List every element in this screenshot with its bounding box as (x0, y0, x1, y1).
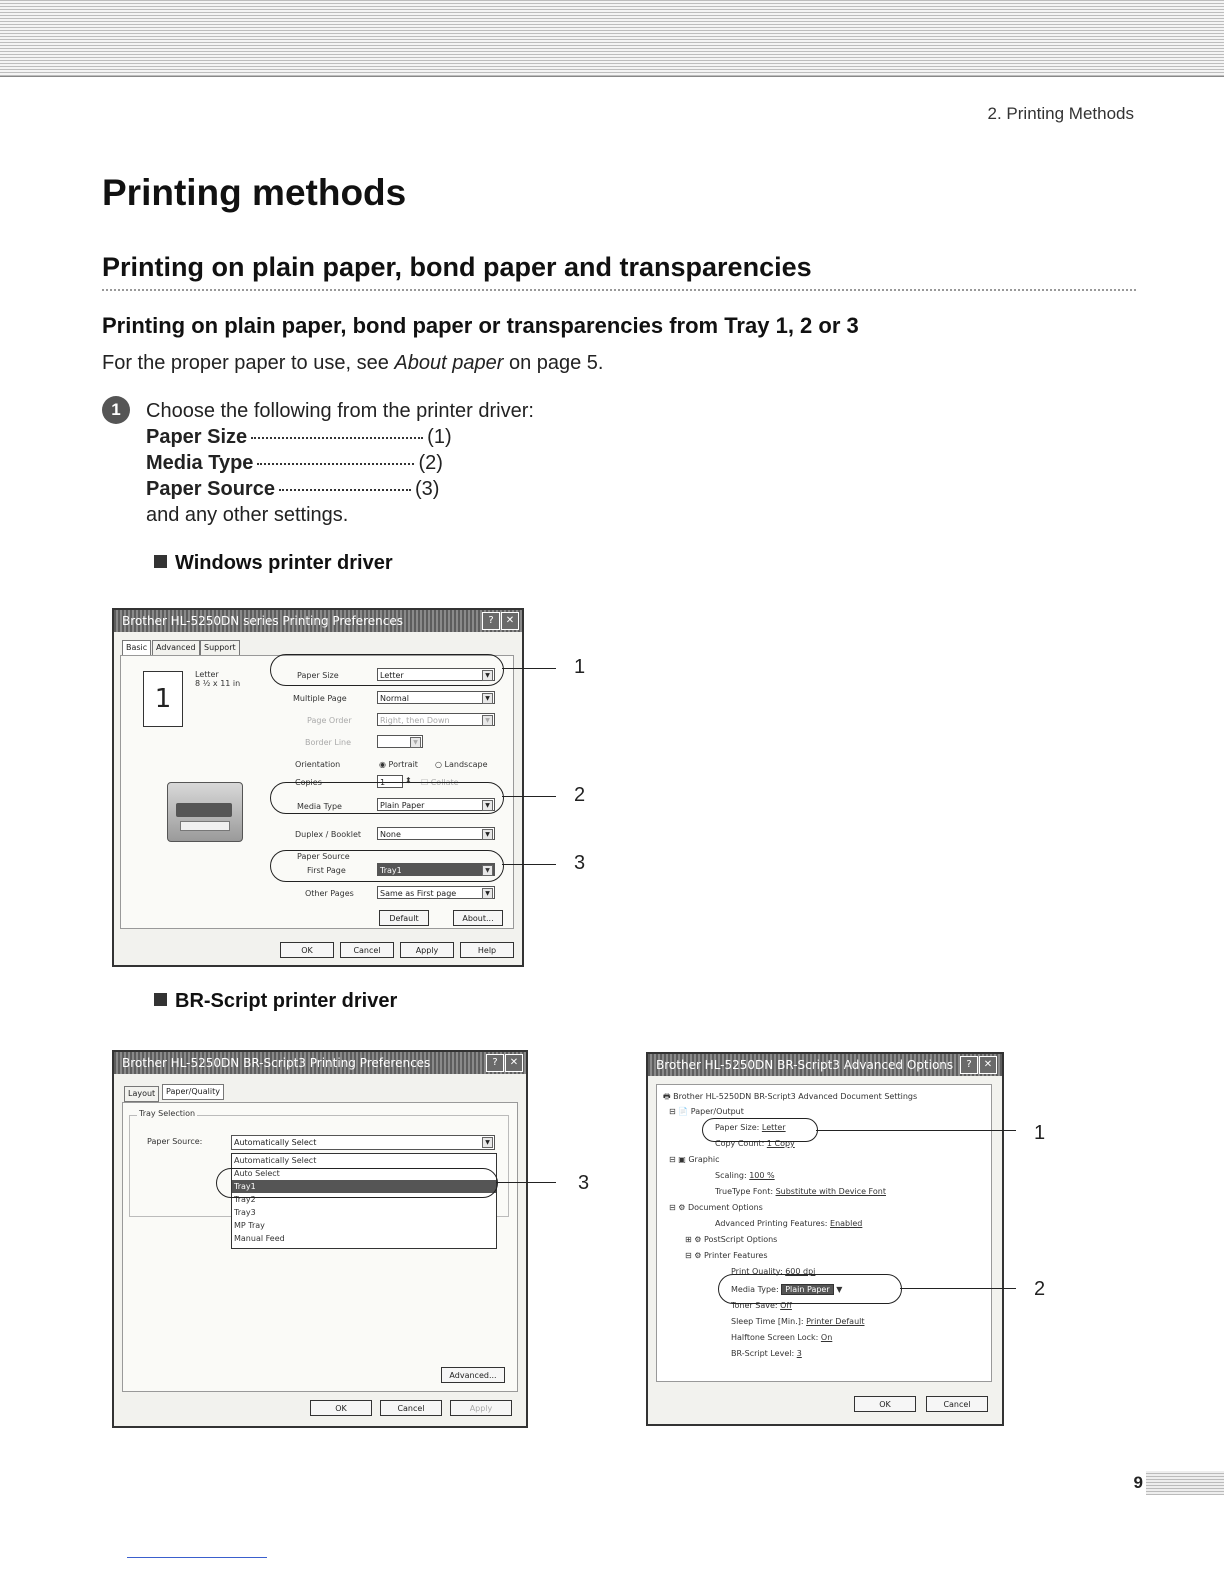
chevron-down-icon: ▼ (482, 888, 493, 899)
orientation-label: Orientation (295, 760, 341, 769)
paper-source-label: Paper Source (297, 852, 350, 861)
tree-media-type[interactable]: Media Type: Plain Paper ▼ (731, 1285, 843, 1294)
intro-after: on page 5. (503, 352, 604, 374)
paper-size-select[interactable]: Letter ▼ (377, 668, 495, 681)
tab-basic[interactable]: Basic (122, 640, 151, 656)
tree-toner-save[interactable]: Toner Save: Off (731, 1301, 792, 1310)
close-icon[interactable]: ✕ (979, 1056, 997, 1074)
intro-paragraph (102, 352, 603, 375)
callout-line (496, 1182, 556, 1183)
help-icon[interactable]: ? (960, 1056, 978, 1074)
page-number-band (1146, 1471, 1224, 1495)
callout-oval-media-type (718, 1274, 902, 1304)
dialog-titlebar: Brother HL-5250DN BR-Script3 Advanced Options (648, 1054, 1002, 1076)
copies-input[interactable]: 1 (377, 775, 403, 788)
tree-document-options[interactable]: ⊟ ⚙ Document Options (669, 1203, 763, 1212)
media-type-label: Media Type (297, 802, 342, 811)
callout-oval-paper-size (702, 1118, 818, 1142)
landscape-radio[interactable]: ○ Landscape (435, 760, 488, 769)
setting-name: Paper Size (146, 426, 248, 448)
tree-printer-features[interactable]: ⊟ ⚙ Printer Features (685, 1251, 768, 1260)
paper-quality-panel (122, 1102, 518, 1392)
border-line-select[interactable] (377, 735, 423, 748)
tab-layout[interactable]: Layout (124, 1086, 159, 1102)
brscript-driver-heading: BR-Script printer driver (154, 990, 397, 1013)
setting-ref: (3) (414, 478, 440, 500)
setting-name: Paper Source (146, 478, 275, 500)
section-divider (102, 289, 1136, 291)
setting-paper-size (146, 424, 534, 450)
default-button[interactable]: Default (379, 910, 429, 926)
step-number-icon: 1 (102, 396, 130, 424)
tab-advanced[interactable]: Advanced (152, 640, 200, 656)
tree-copy-count[interactable]: Copy Count: 1 Copy (715, 1139, 795, 1148)
callout-number: 2 (1034, 1278, 1046, 1300)
close-icon[interactable]: ✕ (505, 1054, 523, 1072)
about-paper-link[interactable]: About paper (394, 352, 504, 374)
chevron-down-icon: ▼ (836, 1285, 843, 1294)
help-icon[interactable]: ? (482, 612, 500, 630)
chevron-down-icon: ▼ (482, 715, 493, 726)
apply-button[interactable]: Apply (450, 1400, 512, 1416)
help-icon[interactable]: ? (486, 1054, 504, 1072)
ok-button[interactable]: OK (310, 1400, 372, 1416)
setting-media-type (146, 450, 534, 476)
portrait-radio[interactable]: ◉ Portrait (379, 760, 418, 769)
page-number: 9 (1133, 1473, 1143, 1492)
tree-advanced-printing[interactable]: Advanced Printing Features: Enabled (715, 1219, 863, 1228)
tree-sleep-time[interactable]: Sleep Time [Min.]: Printer Default (731, 1317, 865, 1326)
tree-halftone[interactable]: Halftone Screen Lock: On (731, 1333, 833, 1342)
footer-rule (127, 1557, 267, 1558)
group-title: Tray Selection (139, 1109, 196, 1118)
page-order-select[interactable]: Right, then Down ▼ (377, 713, 495, 726)
duplex-label: Duplex / Booklet (295, 830, 362, 839)
dropdown-option[interactable]: Automatically Select (234, 1156, 317, 1165)
setting-paper-source (146, 476, 534, 502)
callout-line (502, 796, 556, 797)
first-page-label: First Page (307, 866, 346, 875)
multiple-page-select[interactable]: Normal ▼ (377, 691, 495, 704)
setting-ref: (2) (418, 452, 443, 474)
cancel-button[interactable]: Cancel (926, 1396, 988, 1412)
callout-oval-paper-size (270, 654, 504, 686)
other-pages-label: Other Pages (305, 889, 354, 898)
tree-paper-output[interactable]: ⊟ 📄 Paper/Output (669, 1107, 744, 1116)
dropdown-option[interactable]: Auto Select (234, 1169, 280, 1178)
chevron-down-icon: ▼ (482, 1137, 493, 1148)
tree-postscript[interactable]: ⊞ ⚙ PostScript Options (685, 1235, 778, 1244)
tab-support[interactable]: Support (200, 640, 240, 656)
step-instruction: Choose the following from the printer driver: (146, 400, 534, 422)
chevron-down-icon: ▼ (482, 693, 493, 704)
dropdown-option[interactable]: Tray2 (234, 1195, 256, 1204)
step-closing: and any other settings. (146, 504, 349, 526)
step-text (146, 398, 534, 528)
callout-line (502, 864, 556, 865)
tree-brscript-level[interactable]: BR-Script Level: 3 (731, 1349, 802, 1358)
callout-number: 3 (578, 1172, 590, 1194)
page-order-label: Page Order (307, 716, 352, 725)
callout-line (816, 1130, 1016, 1131)
windows-driver-heading: Windows printer driver (154, 552, 393, 575)
setting-ref: (1) (427, 426, 452, 448)
callout-number: 3 (574, 852, 586, 874)
page-title: Printing methods (102, 172, 407, 213)
chevron-down-icon: ▼ (482, 670, 493, 681)
ok-button[interactable]: OK (280, 942, 334, 958)
other-pages-select[interactable]: Same as First page ▼ (377, 886, 495, 899)
border-line-label: Border Line (305, 738, 352, 747)
dropdown-option[interactable]: MP Tray (234, 1221, 265, 1230)
paper-source-select[interactable]: Automatically Select ▼ (231, 1135, 495, 1150)
cancel-button[interactable]: Cancel (380, 1400, 442, 1416)
copies-stepper[interactable]: ⬍ (405, 776, 412, 785)
callout-number: 2 (574, 784, 586, 806)
callout-line (502, 668, 556, 669)
tree-scaling[interactable]: Scaling: 100 % (715, 1171, 775, 1180)
dialog-titlebar: Brother HL-5250DN series Printing Preferences (114, 610, 522, 632)
help-button[interactable]: Help (460, 942, 514, 958)
callout-oval-tray1 (216, 1168, 498, 1198)
printer-image (167, 782, 243, 842)
callout-oval-media-type (270, 782, 504, 814)
intro-before: For the proper paper to use, see (102, 352, 395, 374)
tab-paper-quality[interactable]: Paper/Quality (162, 1084, 224, 1100)
paper-source-label: Paper Source: (147, 1137, 203, 1146)
dropdown-option[interactable]: Tray3 (234, 1208, 256, 1217)
dropdown-option-selected[interactable]: Tray1 (232, 1180, 496, 1193)
square-bullet-icon (154, 993, 167, 1006)
cancel-button[interactable]: Cancel (340, 942, 394, 958)
chevron-down-icon: ▼ (482, 800, 493, 811)
dropdown-option[interactable]: Manual Feed (234, 1234, 285, 1243)
subsection-heading: Printing on plain paper, bond paper or transparencies from Tray 1, 2 or 3 (102, 313, 859, 338)
multiple-page-label: Multiple Page (293, 694, 347, 703)
chapter-label: 2. Printing Methods (987, 104, 1134, 123)
apply-button[interactable]: Apply (400, 942, 454, 958)
advanced-options-dialog (646, 1052, 1004, 1426)
tree-print-quality[interactable]: Print Quality: 600 dpi (731, 1267, 816, 1276)
section-heading: Printing on plain paper, bond paper and transparencies (102, 252, 812, 282)
preview-paper: Letter (195, 670, 219, 679)
chevron-down-icon: ▼ (410, 737, 421, 748)
header-band (0, 0, 1224, 77)
collate-checkbox[interactable]: ☐ Collate (421, 778, 459, 787)
setting-name: Media Type (146, 452, 254, 474)
page-preview: 1 (143, 671, 183, 727)
preview-size: 8 ½ x 11 in (195, 679, 241, 688)
brscript-dialog (112, 1050, 528, 1428)
duplex-select[interactable]: None ▼ (377, 827, 495, 840)
ok-button[interactable]: OK (854, 1396, 916, 1412)
callout-oval-paper-source (270, 850, 504, 882)
tree-graphic[interactable]: ⊟ ▣ Graphic (669, 1155, 720, 1164)
close-icon[interactable]: ✕ (501, 612, 519, 630)
chevron-down-icon: ▼ (482, 829, 493, 840)
chevron-down-icon: ▼ (482, 865, 493, 876)
dialog-titlebar: Brother HL-5250DN BR-Script3 Printing Preferences (114, 1052, 526, 1074)
advanced-button[interactable]: Advanced... (441, 1367, 505, 1383)
copies-label: Copies (295, 778, 322, 787)
media-type-select[interactable]: Plain Paper ▼ (377, 798, 495, 811)
paper-size-label: Paper Size (297, 671, 339, 680)
tree-root: 🖶 Brother HL-5250DN BR-Script3 Advanced Document Settings (663, 1092, 918, 1101)
callout-number: 1 (574, 656, 586, 678)
callout-number: 1 (1034, 1122, 1046, 1144)
tree-paper-size[interactable]: Paper Size: Letter (715, 1123, 786, 1132)
callout-line (900, 1288, 1016, 1289)
first-page-select[interactable]: Tray1 ▼ (377, 863, 495, 876)
about-button[interactable]: About... (453, 910, 503, 926)
tree-truetype[interactable]: TrueType Font: Substitute with Device Font (715, 1187, 886, 1196)
square-bullet-icon (154, 555, 167, 568)
